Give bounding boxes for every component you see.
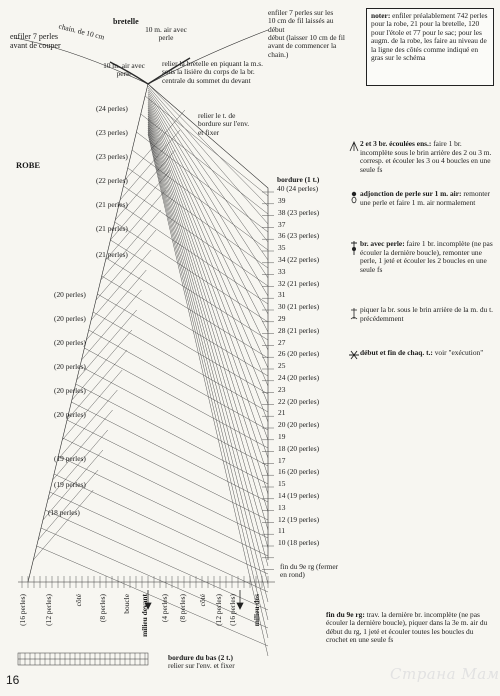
legend-text-1: faire 1 br. incomplète sous le brin arrière des 2 ou 3 m. corresp. et écouler les 3 ou 4 boucles en une seule fs (360, 139, 492, 174)
bottom-label: (8 perles) (178, 594, 187, 623)
legend-text-2: remonter une perle et faire 1 m. air normalement (360, 189, 491, 207)
row-label-left: (22 perles) (96, 176, 128, 185)
row-label-right: 25 (278, 361, 286, 371)
fin-rg-explanation (326, 611, 494, 645)
row-label-right: 24 (20 perles) (278, 373, 320, 382)
row-label-right: 19 (278, 432, 286, 441)
debut-note: début (laisser 10 cm de fil avant de commencer la chain.) (268, 33, 345, 59)
row-label-right: 22 (20 perles) (278, 396, 320, 406)
row-label-right: 26 (20 perles) (278, 349, 320, 359)
fin-rg-label: fin du 9e rg: (326, 610, 365, 619)
relier-bord-note: relier le t. de bordure sur l'env. et fixer (198, 111, 250, 137)
row-label-right: 31 (278, 290, 286, 300)
enfiler-right-note: enfiler 7 perles sur les 10 cm de fil laissés au début (268, 8, 334, 34)
row-label-left: (20 perles) (54, 314, 86, 323)
bottom-label: (12 perles) (44, 594, 53, 626)
row-label-left: (20 perles) (54, 386, 86, 395)
row-label-left: (19 perles) (54, 480, 86, 489)
row-label-right: 17 (278, 455, 286, 465)
note-box (366, 8, 494, 86)
three-bars-closed-icon (348, 140, 358, 152)
legend-text-3: faire 1 br. incomplète (ne pas écouler la dernière boucle), remonter une perle, 1 jeté et écouler les 2 boucles en une seule fs (360, 239, 493, 274)
row-label-right: 34 (22 perles) (278, 255, 320, 264)
fin-9-note: fin du 9e rg (fermer en rond) (280, 562, 339, 580)
row-label-left: (21 perles) (96, 250, 128, 259)
row-label-right: 27 (278, 337, 286, 347)
robe-label: ROBE (16, 160, 41, 170)
row-label-right: 36 (23 perles) (278, 231, 320, 241)
row-label-left: (23 perles) (96, 128, 128, 137)
row-label-right: 15 (278, 479, 286, 489)
row-label-left: (20 perles) (54, 338, 86, 347)
row-label-left: (20 perles) (54, 290, 86, 299)
row-label-right: 12 (19 perles) (278, 514, 320, 524)
air-perle-top-label: 10 m. air avec perle (145, 25, 187, 43)
bottom-label: milieu devant (140, 594, 149, 637)
bottom-label: côté (74, 594, 83, 607)
row-label-right: 21 (278, 408, 286, 418)
bottom-label: boucle (122, 594, 131, 614)
legend-text-5: voir "exécution" (432, 348, 484, 357)
bottom-label: côté (198, 594, 207, 607)
air-perle-bottom-label: 10 m. air avec perle (103, 61, 145, 79)
row-label-right: 35 (278, 243, 286, 253)
row-label-left: (20 perles) (54, 410, 86, 419)
bordure-bas-text: relier sur l'env. et fixer (168, 661, 235, 671)
row-label-right: 39 (278, 196, 286, 205)
bordure-bas-title: bordure du bas (2 t.) (168, 653, 233, 662)
back-loop-icon (348, 306, 358, 318)
row-label-right: 37 (278, 219, 286, 229)
legend-item-3 (360, 240, 494, 274)
start-end-icon (348, 349, 358, 361)
bretelle-label: bretelle (113, 17, 139, 26)
bead-chain-icon (348, 190, 358, 202)
chain-label: chain. de 10 cm (57, 21, 106, 42)
row-label-right: 28 (21 perles) (278, 325, 320, 335)
row-label-right: 13 (278, 502, 286, 512)
row-label-left: (21 perles) (96, 224, 128, 233)
page-number: 16 (6, 673, 20, 687)
bordure-bas-note (168, 654, 288, 671)
legend-item-1 (360, 140, 494, 174)
legend-label-3: br. avec perle: (360, 239, 405, 248)
enfiler-left-note: enfiler 7 perles avant de couper (10, 32, 61, 50)
legend-label-5: début et fin de chaq. t.: (360, 348, 433, 357)
row-label-right: 18 (20 perles) (278, 443, 320, 453)
row-label-left: (19 perles) (54, 454, 86, 463)
row-label-left: (18 perles) (48, 508, 80, 517)
row-label-left: (23 perles) (96, 152, 128, 161)
legend-item-5 (360, 349, 494, 358)
row-label-right: 32 (21 perles) (278, 278, 320, 288)
row-label-right: 10 (18 perles) (278, 538, 320, 548)
row-label-left: (21 perles) (96, 200, 128, 209)
row-label-right: 16 (20 perles) (278, 467, 320, 477)
bottom-label: (16 perles) (228, 594, 237, 626)
bottom-label: (4 perles) (160, 594, 169, 623)
row-label-right: 14 (19 perles) (278, 491, 320, 500)
note-label: noter: (371, 11, 391, 20)
bordure-row-40: 40 (24 perles) (277, 184, 319, 193)
bottom-label: (8 perles) (98, 594, 107, 623)
row-label-right: 11 (278, 526, 286, 536)
legend-label-2: adjonction de perle sur 1 m. air: (360, 189, 462, 198)
relier-top-note: relier la bretelle en piquant la m.s. sous la lisière du corps de la br. centrale du sommet du devant (162, 59, 263, 85)
row-label-right: 38 (23 perles) (278, 207, 320, 217)
bordure-title: bordure (1 t.) (277, 175, 320, 184)
row-label-right: 30 (21 perles) (278, 302, 320, 312)
legend-item-4 (360, 306, 494, 323)
bottom-label: (12 perles) (214, 594, 223, 626)
bottom-label: (16 perles) (18, 594, 27, 626)
row-label-left: (24 perles) (96, 104, 128, 113)
legend-item-2 (360, 190, 494, 207)
row-label-right: 29 (278, 314, 286, 323)
row-label-left: (20 perles) (54, 362, 86, 371)
legend-label-1: 2 et 3 br. écoulées ens.: (360, 139, 432, 148)
bead-bar-icon (348, 240, 358, 252)
fin-rg-text: trav. la dernière br. incomplète (ne pas écouler la dernière boucle), piquer dans la 3e m. air du début du rg, 1 jeté et écouler toutes les boucles du crochet en une seule fs (326, 610, 488, 645)
row-label-right: 33 (278, 266, 286, 276)
row-label-right: 23 (278, 384, 286, 394)
bottom-label: milieu dos (252, 594, 261, 627)
note-text: enfiler préalablement 742 perles pour la robe, 21 pour la bretelle, 120 pour l'étole et 77 pour le sac; pour les augm. de la robe, les faire au niveau de la ligne des côtés comme indiqué en gras sur le schéma (371, 11, 488, 63)
watermark-logo: Страна Мам (390, 665, 500, 683)
legend-text-4: piquer la br. sous le brin arrière de la m. du t. précédemment (360, 305, 493, 323)
row-label-right: 20 (20 perles) (278, 420, 320, 430)
